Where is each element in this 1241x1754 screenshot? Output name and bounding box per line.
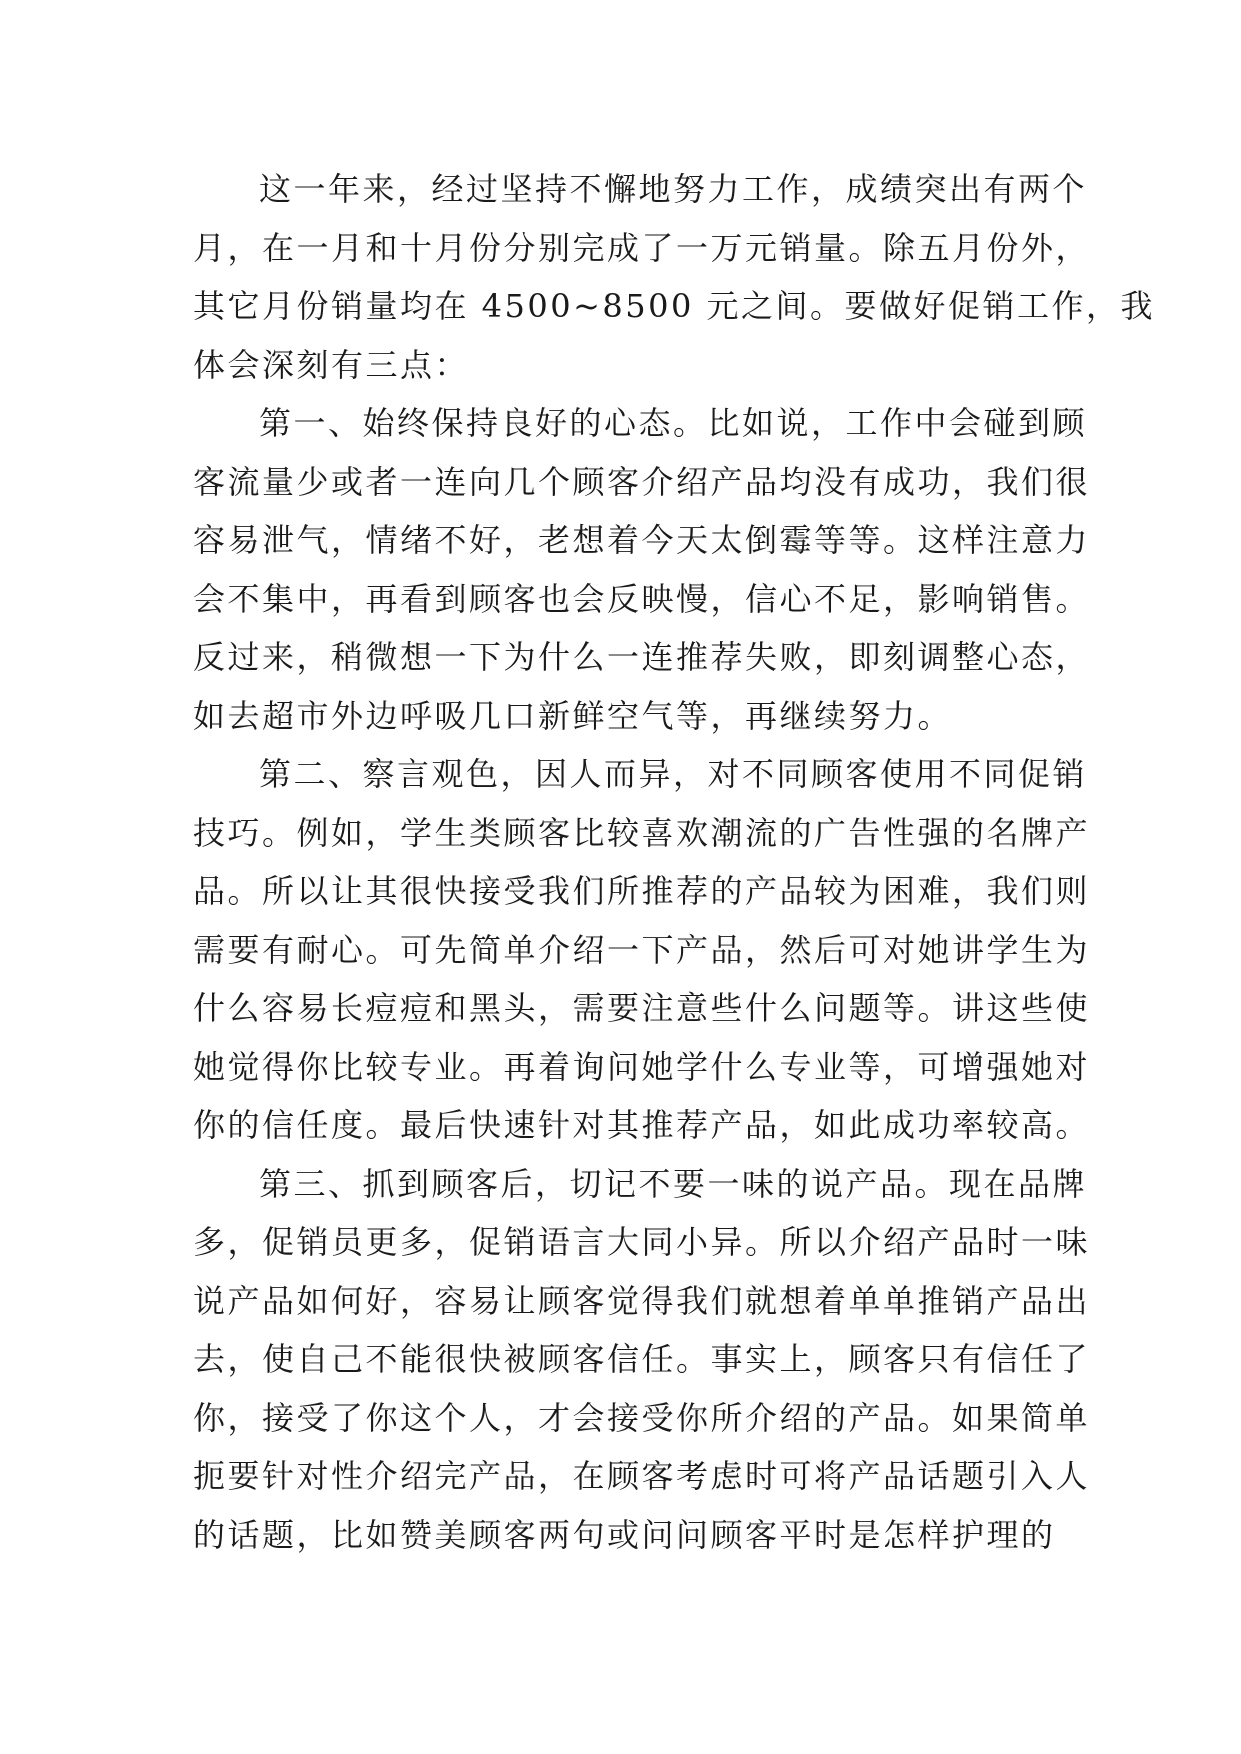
text-line: 多，促销员更多，促销语言大同小异。所以介绍产品时一味 — [193, 1223, 1091, 1261]
text-line: 月，在一月和十月份分别完成了一万元销量。除五月份外， — [193, 228, 1091, 267]
text-line: 第一、始终保持良好的心态。比如说，工作中会碰到顾 — [259, 404, 1088, 442]
text-line: 容易泄气，情绪不好，老想着今天太倒霉等等。这样注意力 — [193, 521, 1091, 559]
text-line: 扼要针对性介绍完产品，在顾客考虑时可将产品话题引入人 — [193, 1457, 1091, 1495]
paragraph-point-two — [193, 745, 1091, 1155]
text-line: 客流量少或者一连向几个顾客介绍产品均没有成功，我们很 — [193, 462, 1091, 501]
paragraph-point-one — [193, 394, 1091, 745]
text-line: 这一年来，经过坚持不懈地努力工作，成绩突出有两个 — [259, 170, 1088, 208]
text-line: 去，使自己不能很快被顾客信任。事实上，顾客只有信任了 — [193, 1340, 1091, 1378]
text-line: 她觉得你比较专业。再着询问她学什么专业等，可增强她对 — [193, 1047, 1091, 1086]
paragraph-point-three — [193, 1155, 1091, 1565]
text-line: 的话题，比如赞美顾客两句或问问顾客平时是怎样护理的 — [193, 1515, 1056, 1554]
text-line: 你的信任度。最后快速针对其推荐产品，如此成功率较高。 — [193, 1106, 1091, 1144]
text-line: 第三、抓到顾客后，切记不要一味的说产品。现在品牌 — [259, 1164, 1088, 1203]
text-line: 体会深刻有三点： — [193, 345, 470, 384]
paragraph-intro — [193, 160, 1156, 394]
text-line: 如去超市外边呼吸几口新鲜空气等，再继续努力。 — [193, 696, 953, 735]
text-line: 其它月份销量均在 4500~8500 元之间。要做好促销工作，我 — [193, 287, 1156, 325]
text-line: 需要有耐心。可先简单介绍一下产品，然后可对她讲学生为 — [193, 930, 1091, 969]
text-line: 什么容易长痘痘和黑头，需要注意些什么问题等。讲这些使 — [193, 989, 1091, 1027]
text-line: 反过来，稍微想一下为什么一连推荐失败，即刻调整心态， — [193, 638, 1091, 676]
text-line: 第二、察言观色，因人而异，对不同顾客使用不同促销 — [259, 755, 1088, 793]
text-line: 技巧。例如，学生类顾客比较喜欢潮流的广告性强的名牌产 — [193, 813, 1091, 852]
text-line: 说产品如何好，容易让顾客觉得我们就想着单单推销产品出 — [193, 1281, 1091, 1320]
text-line: 会不集中，再看到顾客也会反映慢，信心不足，影响销售。 — [193, 579, 1091, 618]
text-line: 品。所以让其很快接受我们所推荐的产品较为困难，我们则 — [193, 872, 1091, 910]
text-line: 你，接受了你这个人，才会接受你所介绍的产品。如果简单 — [193, 1398, 1091, 1437]
document-body — [193, 160, 1156, 1564]
